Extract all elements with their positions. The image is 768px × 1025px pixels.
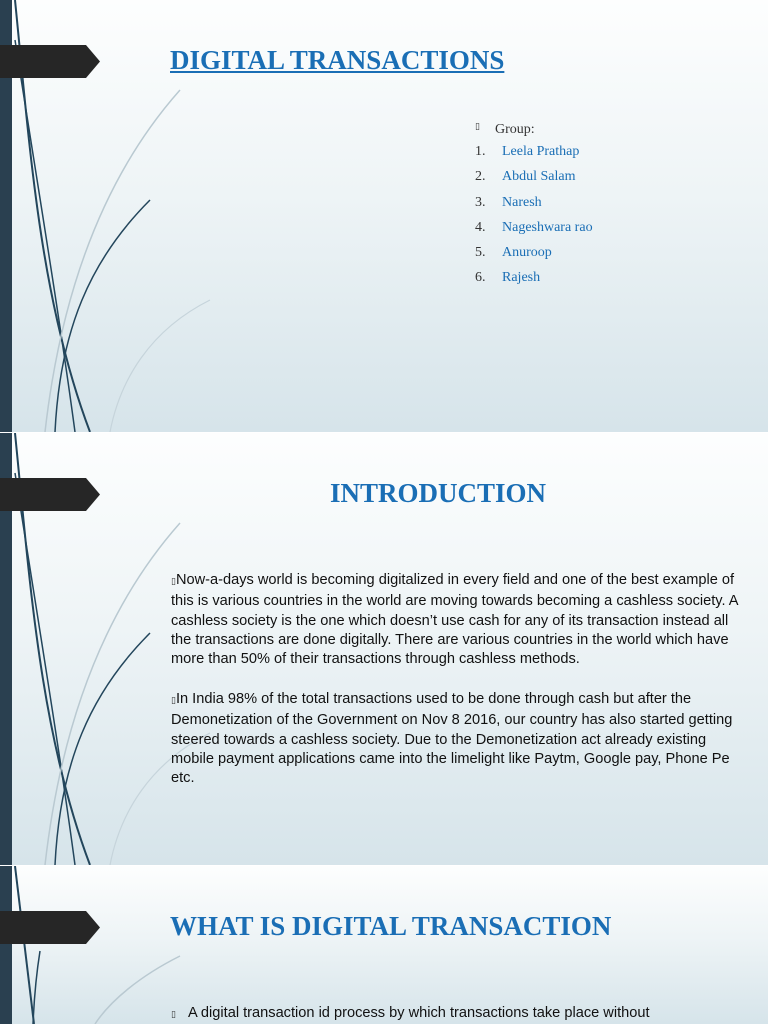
decorative-curves bbox=[0, 866, 768, 1024]
bullet-icon: ▯ bbox=[475, 122, 480, 132]
member-item bbox=[475, 220, 593, 245]
member-number: 5. bbox=[475, 245, 486, 261]
member-number: 2. bbox=[475, 169, 486, 185]
member-name: Anuroop bbox=[502, 245, 552, 261]
member-number: 1. bbox=[475, 144, 486, 159]
slide-what-is-digital-transaction bbox=[0, 866, 768, 1024]
member-number: 6. bbox=[475, 270, 486, 286]
bullet-icon: ▯ bbox=[171, 696, 176, 706]
bullet-icon: ▯ bbox=[171, 577, 176, 587]
member-item bbox=[475, 245, 593, 270]
intro-paragraph-text: In India 98% of the total transactions used to be done through cash but after the Demonetization of the Government on Nov 8 2016, our country has also started getting steered towards a cashless society. Due to the Demonetization act already existing mobile payment applications came into the limelight like Paytm, Google pay, Phone Pe etc. bbox=[171, 691, 733, 787]
definition-paragraph-text: A digital transaction id process by which transactions take place without bbox=[187, 1005, 650, 1021]
member-item bbox=[475, 270, 593, 295]
group-label: Group: bbox=[495, 122, 535, 137]
intro-paragraph bbox=[171, 571, 751, 669]
member-item bbox=[475, 169, 593, 194]
member-name: Abdul Salam bbox=[502, 169, 576, 185]
member-number: 4. bbox=[475, 219, 486, 235]
member-number: 3. bbox=[475, 194, 486, 210]
what-is-heading: WHAT IS DIGITAL TRANSACTION bbox=[170, 911, 612, 941]
introduction-heading: INTRODUCTION bbox=[330, 478, 547, 508]
member-item bbox=[475, 144, 593, 169]
group-members-list bbox=[475, 122, 593, 296]
group-header bbox=[475, 122, 593, 144]
definition-paragraph bbox=[171, 1004, 751, 1025]
title-arrow-marker bbox=[0, 45, 100, 78]
slide-title bbox=[0, 0, 768, 432]
member-list bbox=[475, 144, 593, 296]
slide-title-heading: DIGITAL TRANSACTIONS bbox=[170, 45, 505, 75]
member-name: Nageshwara rao bbox=[502, 219, 593, 235]
member-item bbox=[475, 195, 593, 220]
bullet-icon: ▯ bbox=[171, 1010, 176, 1020]
title-arrow-marker bbox=[0, 478, 100, 511]
member-name: Leela Prathap bbox=[502, 144, 580, 159]
intro-paragraph-text: Now-a-days world is becoming digitalized in every field and one of the best example of this is various countries in the world are moving towards becoming a cashless society. A cashless society is the one which doesn’t use cash for any of its transaction instead all the transactions are done digitally. There are various countries in the world which have more than 50% of their transactions through cashless methods. bbox=[171, 572, 738, 668]
title-arrow-marker bbox=[0, 911, 100, 944]
member-name: Naresh bbox=[502, 194, 542, 210]
member-name: Rajesh bbox=[502, 270, 541, 286]
intro-paragraph bbox=[171, 690, 751, 788]
